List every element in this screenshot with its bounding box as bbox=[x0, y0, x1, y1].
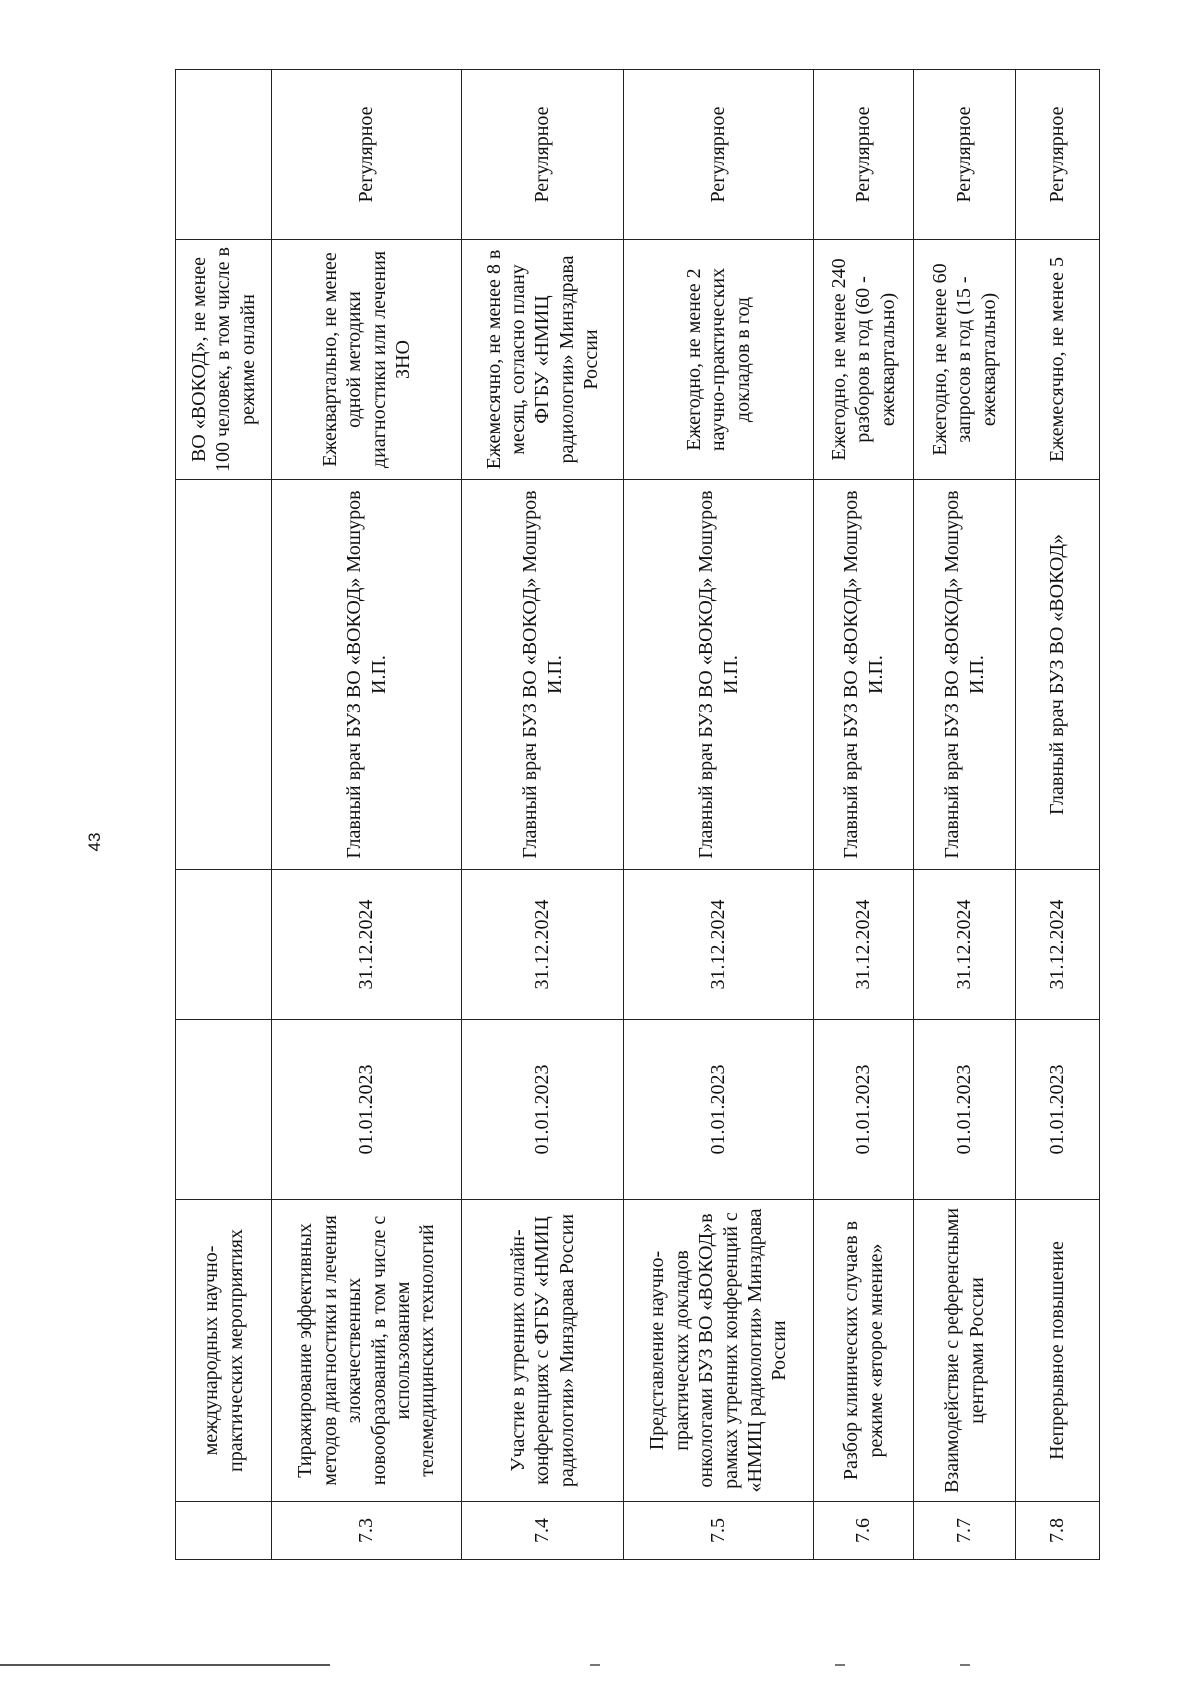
cell-start: 01.01.2023 bbox=[1016, 1020, 1100, 1200]
cell-type: Регулярное bbox=[272, 70, 462, 240]
cell-start bbox=[176, 1020, 272, 1200]
cell-num: 7.6 bbox=[814, 1502, 914, 1560]
table-container bbox=[175, 70, 1099, 1560]
cell-end bbox=[176, 870, 272, 1020]
scan-edge-mark bbox=[960, 1664, 970, 1666]
cell-start: 01.01.2023 bbox=[914, 1020, 1016, 1200]
cell-responsible: Главный врач БУЗ ВО «ВОКОД» Мошуров И.П. bbox=[462, 480, 624, 870]
cell-indicator: Ежемесячно, не менее 5 bbox=[1016, 240, 1100, 480]
cell-type: Регулярное bbox=[624, 70, 814, 240]
cell-responsible: Главный врач БУЗ ВО «ВОКОД» bbox=[1016, 480, 1100, 870]
cell-num: 7.8 bbox=[1016, 1502, 1100, 1560]
cell-start: 01.01.2023 bbox=[814, 1020, 914, 1200]
cell-indicator: Ежемесячно, не менее 8 в месяц, согласно плану ФГБУ «НМИЦ радиологии» Минздрава России bbox=[462, 240, 624, 480]
cell-name: Представление научно-практических докладов онкологами БУЗ ВО «ВОКОД»в рамках утренних конференций с «НМИЦ радиологии» Минздрава России bbox=[624, 1200, 814, 1502]
cell-num bbox=[176, 1502, 272, 1560]
scan-edge-mark bbox=[590, 1664, 600, 1666]
table-row bbox=[914, 70, 1016, 1560]
table-row bbox=[1016, 70, 1100, 1560]
cell-indicator: Ежегодно, не менее 2 научно-практических докладов в год bbox=[624, 240, 814, 480]
cell-start: 01.01.2023 bbox=[462, 1020, 624, 1200]
cell-responsible: Главный врач БУЗ ВО «ВОКОД» Мошуров И.П. bbox=[272, 480, 462, 870]
cell-indicator: Ежеквартально, не менее одной методики диагностики или лечения ЗНО bbox=[272, 240, 462, 480]
cell-indicator: Ежегодно, не менее 60 запросов в год (15 - ежеквартально) bbox=[914, 240, 1016, 480]
table-row bbox=[624, 70, 814, 1560]
cell-end: 31.12.2024 bbox=[624, 870, 814, 1020]
cell-name: Участие в утренних онлайн-конференциях с ФГБУ «НМИЦ радиологии» Минздрава России bbox=[462, 1200, 624, 1502]
cell-name: Непрерывное повышение bbox=[1016, 1200, 1100, 1502]
rotated-table bbox=[175, 70, 1099, 1560]
cell-name: Тиражирование эффективных методов диагностики и лечения злокачественных новообразований, в том числе с использованием телемедицинских технологий bbox=[272, 1200, 462, 1502]
cell-indicator: Ежегодно, не менее 240 разборов в год (60 - ежеквартально) bbox=[814, 240, 914, 480]
cell-end: 31.12.2024 bbox=[1016, 870, 1100, 1020]
cell-responsible bbox=[176, 480, 272, 870]
cell-num: 7.7 bbox=[914, 1502, 1016, 1560]
cell-type: Регулярное bbox=[914, 70, 1016, 240]
cell-type: Регулярное bbox=[814, 70, 914, 240]
scan-edge-line bbox=[0, 1664, 330, 1666]
cell-end: 31.12.2024 bbox=[814, 870, 914, 1020]
cell-name: международных научно-практических мероприятиях bbox=[176, 1200, 272, 1502]
cell-responsible: Главный врач БУЗ ВО «ВОКОД» Мошуров И.П. bbox=[914, 480, 1016, 870]
table-row bbox=[814, 70, 914, 1560]
cell-start: 01.01.2023 bbox=[624, 1020, 814, 1200]
plan-table bbox=[175, 69, 1100, 1560]
cell-responsible: Главный врач БУЗ ВО «ВОКОД» Мошуров И.П. bbox=[624, 480, 814, 870]
cell-num: 7.5 bbox=[624, 1502, 814, 1560]
table-row bbox=[462, 70, 624, 1560]
cell-type bbox=[176, 70, 272, 240]
cell-num: 7.3 bbox=[272, 1502, 462, 1560]
scan-edge-mark bbox=[835, 1664, 845, 1666]
table-row bbox=[176, 70, 272, 1560]
cell-indicator: ВО «ВОКОД», не менее 100 человек, в том числе в режиме онлайн bbox=[176, 240, 272, 480]
cell-type: Регулярное bbox=[1016, 70, 1100, 240]
cell-num: 7.4 bbox=[462, 1502, 624, 1560]
page-number: 43 bbox=[85, 832, 104, 852]
table-row bbox=[272, 70, 462, 1560]
cell-end: 31.12.2024 bbox=[272, 870, 462, 1020]
cell-name: Разбор клинических случаев в режиме «второе мнение» bbox=[814, 1200, 914, 1502]
cell-start: 01.01.2023 bbox=[272, 1020, 462, 1200]
cell-name: Взаимодействие с референсными центрами России bbox=[914, 1200, 1016, 1502]
cell-type: Регулярное bbox=[462, 70, 624, 240]
cell-end: 31.12.2024 bbox=[462, 870, 624, 1020]
cell-end: 31.12.2024 bbox=[914, 870, 1016, 1020]
cell-responsible: Главный врач БУЗ ВО «ВОКОД» Мошуров И.П. bbox=[814, 480, 914, 870]
